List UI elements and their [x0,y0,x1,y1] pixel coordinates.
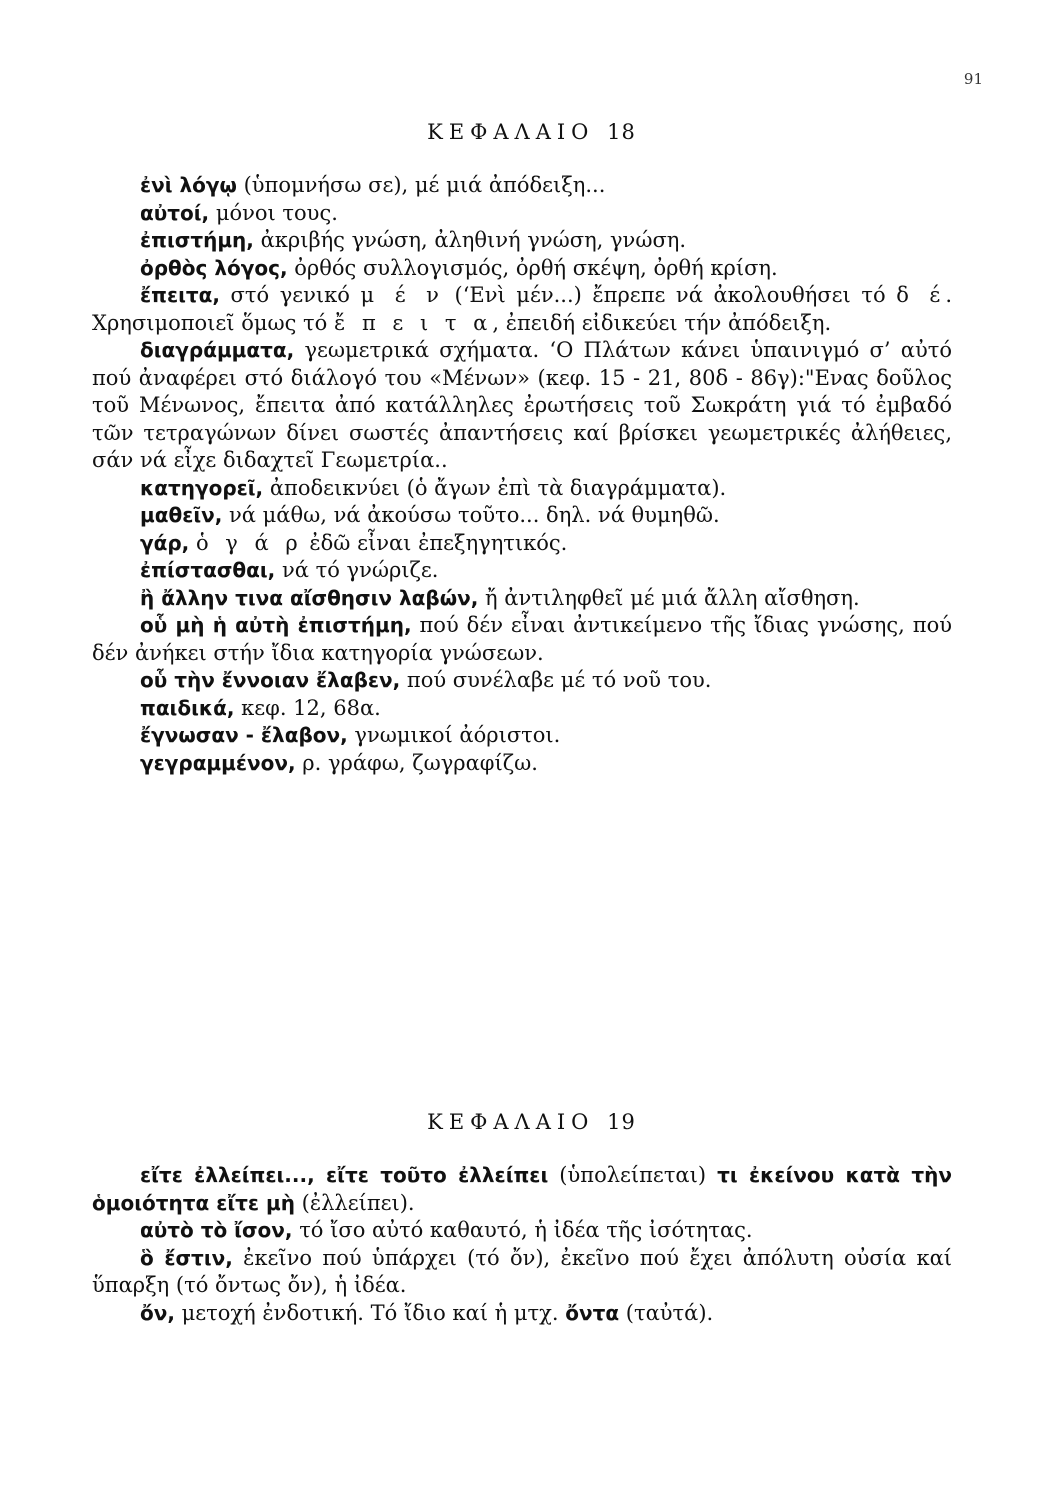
glossary-definition: νά τό γνώριζε. [275,558,439,582]
glossary-term: γεγραμμένον, [140,750,296,775]
glossary-entry [92,585,952,613]
glossary-term: ἐπιστήμη, [140,228,254,252]
glossary-term: κατηγορεῖ, [140,475,264,500]
spaced-word: ἔ π ε ι τ α [334,310,493,335]
chapter-word: ΚΕΦΑΛΑΙΟ [427,120,595,144]
glossary-term: ὄντα [565,1300,620,1325]
page-number: 91 [963,70,983,88]
chapter-number: 18 [607,120,636,144]
glossary-definition: μετοχή ἐνδοτική. Τό ἴδιο καί ἡ μτχ. [174,1300,566,1325]
chapter-19-glossary [92,1162,952,1327]
glossary-term: αὐτὸ τὸ ἴσον, [140,1218,293,1242]
glossary-entry [92,282,952,337]
glossary-term: αὐτοί, [140,200,210,225]
glossary-entry [92,557,952,585]
glossary-definition [189,531,196,555]
glossary-definition: γεωμετρικά σχήματα. ‘Ο Πλάτων κάνει ὑπαινιγμό σ’ αὐτό πού ἀναφέρει στό διάλογό του «Μένων» (κεφ. 15 - 21, 80δ - 86γ):"Ενας δοῦλος τοῦ Μένωνος, ἔπειτα ἀπό κατάλληλες ἐρωτήσεις τοῦ Σωκράτη γιά τό ἐμβαδό τῶν τετραγώνων δίνει σωστές ἀπαντήσεις καί βρίσκει γεωμετρικές ἀλήθειες, σάν νά εἶχε διδαχτεῖ Γεωμετρία.. [92,338,952,472]
glossary-definition: γνωμικοί ἀόριστοι. [347,723,561,747]
glossary-entry [92,502,952,530]
glossary-definition: (ἐλλείπει). [294,1190,415,1215]
glossary-entry [92,1300,952,1328]
glossary-entry [92,227,952,255]
chapter-18-heading [0,120,1063,144]
glossary-entry [92,1162,952,1217]
glossary-entry [92,722,952,750]
glossary-term: ἐνὶ λόγῳ [140,173,237,197]
glossary-definition: (ὑπολείπεται) [548,1163,718,1187]
glossary-definition: ἀκριβής γνώση, ἀληθινή γνώση, γνώση. [253,228,687,252]
glossary-definition: νά μάθω, νά ἀκούσω τοῦτο... δηλ. νά θυμηθῶ. [222,503,720,527]
glossary-definition: στό γενικό [219,283,361,307]
glossary-definition: ὀρθός συλλογισμός, ὀρθή σκέψη, ὀρθή κρίση. [287,255,778,280]
chapter-number: 19 [607,1110,636,1134]
glossary-term: ἐπίστασθαι, [140,558,276,582]
glossary-definition: μόνοι τους. [209,200,338,225]
glossary-term: διαγράμματα, [140,338,295,362]
glossary-definition: ἀποδεικνύει (ὁ ἄγων ἐπὶ τὰ διαγράμματα). [263,475,727,500]
glossary-term: ἔπειτα, [140,283,220,307]
glossary-entry [92,612,952,667]
glossary-definition: πού συνέλαβε μέ τό νοῦ του. [400,668,712,692]
glossary-term: οὗ μὴ ἡ αὐτὴ ἐπιστήμη, [140,613,412,637]
glossary-entry [92,200,952,228]
chapter-19-heading [0,1110,1063,1134]
glossary-definition: ἤ ἀντιληφθεῖ μέ μιά ἄλλη αἴσθηση. [478,585,860,610]
glossary-definition: ἐδῶ εἶναι ἐπεξηγητικός. [302,530,568,555]
spaced-word: ὁ γ ά ρ [195,530,303,555]
glossary-entry [92,667,952,695]
glossary-definition: πού δέν εἶναι ἀντικείμενο τῆς ἴδιας γνώσης, πού δέν ἀνήκει στήν ἴδια κατηγορία γνώσεων. [92,613,952,665]
glossary-definition: ἐκεῖνο πού ὑπάρχει (τό ὄν), ἐκεῖνο πού ἔχει ἀπόλυτη οὐσία καί ὕπαρξη (τό ὄντως ὄν), ἡ ἰδέα. [92,1245,952,1297]
glossary-entry [92,1245,952,1300]
glossary-definition: (ὑπομνήσω σε), μέ μιά ἀπόδειξη... [236,173,606,197]
glossary-term: παιδικά, [140,695,235,720]
glossary-term: ὀρθὸς λόγος, [140,255,288,280]
glossary-term: ὄν, [140,1300,175,1325]
glossary-entry [92,475,952,503]
glossary-entry [92,1217,952,1245]
glossary-term: μαθεῖν, [140,503,223,527]
chapter-18-glossary [92,172,952,777]
glossary-entry [92,530,952,558]
glossary-entry [92,255,952,283]
glossary-definition: τό ἴσο αὐτό καθαυτό, ἡ ἰδέα τῆς ἰσότητας. [292,1218,753,1242]
glossary-entry [92,750,952,778]
glossary-definition: (‘Ενὶ μέν...) ἔπρεπε νά ἀκολουθήσει τό [443,283,897,307]
glossary-entry [92,695,952,723]
glossary-definition: κεφ. 12, 68α. [234,695,381,720]
chapter-word: ΚΕΦΑΛΑΙΟ [427,1110,595,1134]
glossary-entry [92,172,952,200]
glossary-term: ὃ ἔστιν, [140,1245,233,1270]
spaced-word: δ έ [896,283,946,307]
glossary-term: τι ἐκείνου κατὰ τὴν ὁμοιότητα εἴτε μὴ [92,1163,952,1215]
glossary-term: ἔγνωσαν - ἔλαβον, [140,723,348,747]
spaced-word: μ έ ν [360,283,444,307]
glossary-definition: ρ. γράφω, ζωγραφίζω. [295,750,538,775]
glossary-term: οὗ τὴν ἔννοιαν ἔλαβεν, [140,668,401,692]
glossary-term: ἢ ἄλλην τινα αἴσθησιν λαβών, [140,585,479,610]
glossary-definition: , ἐπειδή εἰδικεύει τήν ἀπόδειξη. [492,310,832,335]
glossary-definition: . Χρησιμοποιεῖ ὅμως τό [92,283,952,335]
glossary-term: γάρ, [140,530,190,555]
glossary-entry [92,337,952,475]
glossary-term: εἴτε ἐλλείπει..., εἴτε τοῦτο ἐλλείπει [140,1163,549,1187]
glossary-definition: (ταὐτά). [619,1300,714,1325]
